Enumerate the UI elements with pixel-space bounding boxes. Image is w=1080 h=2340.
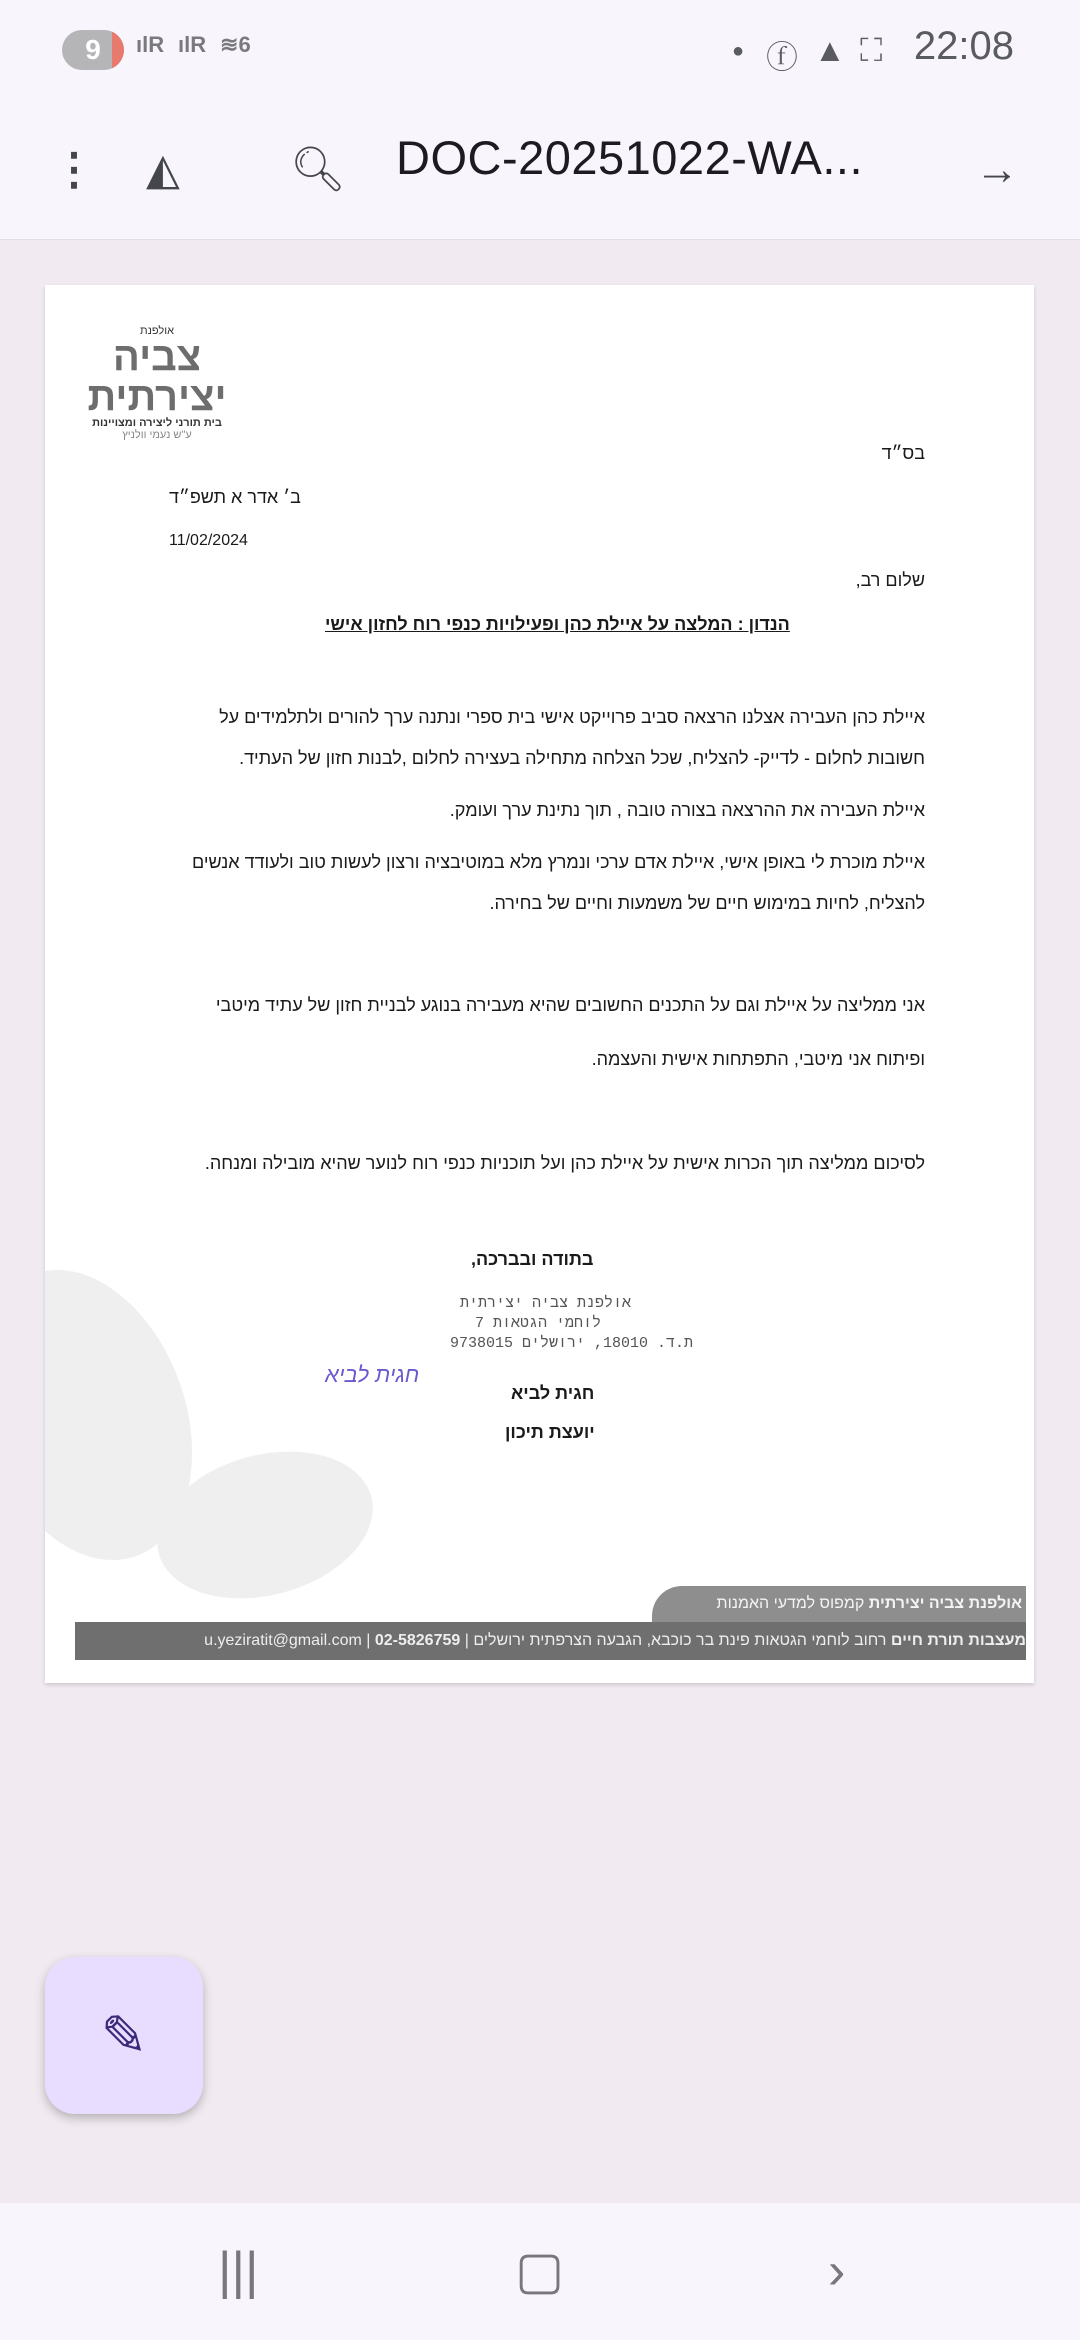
stamp-line: ת.ד. 18010, ירושלים 9738015 bbox=[450, 1335, 694, 1352]
body-line: אני ממליצה על איילת וגם על התכנים החשובים שהיא מעבירה בנוגע לבניית חזון של עתיד מיטבי bbox=[215, 995, 925, 1015]
body-line: איילת העבירה את ההרצאה בצורה טובה , תוך נתינת ערך ועומק. bbox=[449, 800, 925, 820]
signal-icon-2: ılR bbox=[178, 32, 207, 57]
home-icon[interactable]: ▢ bbox=[515, 2242, 565, 2300]
footer-band: מעצבות תורת חיים רחוב לוחמי הגטאות פינת בר כוכבא, הגבעה הצרפתית ירושלים | 02-5826759 | u.yeziratit@gmail.com bbox=[75, 1622, 1026, 1660]
signal-label-2: R bbox=[190, 32, 207, 57]
find-in-document-icon[interactable]: 🔍︎ bbox=[290, 145, 346, 194]
screenshot-icon: ⛶ bbox=[860, 32, 883, 68]
annotate-fab[interactable] bbox=[45, 1957, 203, 2114]
logo-tagline: בית תורני ליצירה ומצויינות bbox=[92, 417, 222, 429]
closing: בתודה ובברכה, bbox=[471, 1249, 594, 1269]
footer-email: u.yeziratit@gmail.com bbox=[204, 1632, 362, 1649]
add-to-drive-icon[interactable]: ◭ bbox=[146, 145, 180, 194]
document-title: DOC-20251022-WA... bbox=[396, 131, 863, 184]
body-line: חשובות לחלום - לדייק- להצליח, שכל הצלחה מתחילה בעצירה לחלום ,לבנות חזון של העתיד. bbox=[239, 748, 925, 768]
body-line: איילת כהן העבירה אצלנו הרצאה סביב פרוייקט אישי בית ספרי ונתנה ערך להורים ולתלמידים על bbox=[219, 707, 925, 727]
stamp-line: לוחמי הגטאות 7 bbox=[475, 1315, 602, 1332]
notification-count-badge: 9 bbox=[62, 30, 124, 70]
footer-motto: מעצבות תורת חיים bbox=[890, 1632, 1026, 1649]
logo-top: אולפנת bbox=[140, 325, 174, 337]
status-bar bbox=[0, 0, 1080, 100]
recents-icon[interactable]: ||| bbox=[218, 2242, 259, 2300]
wifi-label: 6 bbox=[238, 32, 251, 57]
signer-name: חגית לביא bbox=[511, 1383, 595, 1403]
logo-line1: צביה bbox=[112, 335, 202, 379]
footer-phone: 02-5826759 bbox=[374, 1632, 461, 1649]
pen-icon: ✎ bbox=[100, 2004, 148, 2067]
body-line: ופיתוח אני מיטבי, התפתחות אישית והעצמה. bbox=[591, 1049, 925, 1069]
wifi-icon: ≋6 bbox=[220, 32, 251, 57]
logo-sub: ע"ש נעמי וולניץ bbox=[122, 429, 192, 441]
hebrew-date: ב׳ אדר א תשפ״ד bbox=[169, 487, 301, 507]
facebook-icon: ⓕ bbox=[766, 39, 799, 75]
dot-icon: ● bbox=[732, 40, 745, 62]
subject: הנדון : המלצה על איילת כהן ופעילויות כנפי רוח לחזון אישי bbox=[325, 614, 790, 634]
body-line: לסיכום ממליצה תוך הכרות אישית על איילת כהן ועל תוכניות כנפי רוח לנוער שהיא מובילה ומנחה. bbox=[204, 1153, 925, 1173]
more-options-icon[interactable]: ⋮ bbox=[52, 145, 96, 194]
footer-campus: קמפוס למדעי האמנות bbox=[716, 1595, 865, 1612]
date: 11/02/2024 bbox=[169, 532, 248, 549]
footer-tab bbox=[652, 1586, 1026, 1622]
clock: 22:08 bbox=[913, 24, 1014, 68]
body-line: איילת מוכרת לי באופן אישי, איילת אדם ערכי ונמרץ מלא במוטיבציה ורצון לעשות טוב ולעודד אנשים bbox=[191, 852, 925, 872]
body-line: להצליח, לחיות במימוש חיים של משמעות וחיים של בחירה. bbox=[489, 893, 925, 913]
open-arrow-icon[interactable]: → bbox=[975, 145, 1019, 194]
signal-label: R bbox=[148, 32, 165, 57]
signal-icon: ılR bbox=[136, 32, 165, 57]
document-page bbox=[45, 285, 1034, 1683]
back-icon[interactable]: › bbox=[828, 2242, 846, 2300]
logo-line2: יצירתית bbox=[87, 375, 227, 419]
signer-title: יועצת תיכון bbox=[505, 1422, 595, 1442]
handwritten-signature: חגית לביא bbox=[325, 1362, 420, 1387]
footer-school-name: אולפנת צביה יצירתית bbox=[868, 1595, 1022, 1612]
navigation-bar bbox=[0, 2203, 1080, 2340]
warning-icon: ▲ bbox=[814, 32, 846, 68]
footer-address: רחוב לוחמי הגטאות פינת בר כוכבא, הגבעה הצרפתית ירושלים bbox=[473, 1632, 887, 1649]
bsd: בס״ד bbox=[881, 443, 925, 463]
stamp-line: אולפנת צביה יצירתית bbox=[460, 1295, 632, 1312]
school-logo bbox=[87, 325, 227, 441]
greeting: שלום רב, bbox=[855, 570, 925, 590]
